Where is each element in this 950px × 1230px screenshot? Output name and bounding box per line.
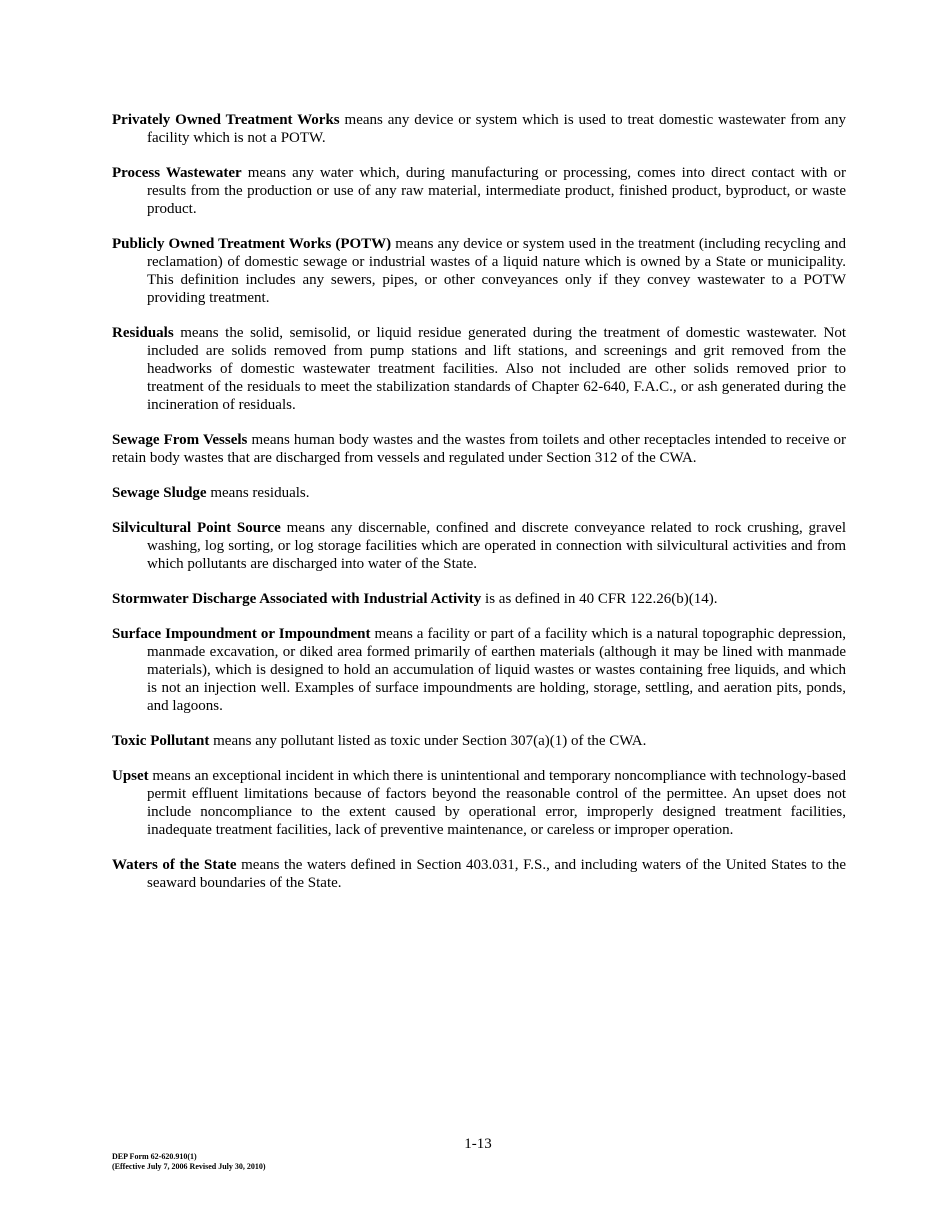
definition-text: means a facility or part of a facility which is a natural topographic depression, manmade excavation, or diked area formed primarily of earthen materials (although it may be lined with manmade materials), which is designed to hold an accumulation of liquid wastes or wastes containing free liquids, and which is not an injection well. Examples of surface impoundments are holding, storage, settling, and aeration pits, ponds, and lagoons.	[147, 626, 846, 714]
definition-text: means any device or system used in the treatment (including recycling and reclamation) of domestic sewage or industrial wastes of a liquid nature which is owned by a State or municipality. This definition includes any sewers, pipes, or other conveyances only if they convey wastewater to a POTW providing treatment.	[147, 236, 846, 306]
definition-term: Process Wastewater	[112, 165, 242, 181]
definitions-list	[112, 111, 846, 909]
definition-term: Sewage From Vessels	[112, 432, 248, 448]
definition-stormwater-discharge	[112, 590, 846, 608]
definition-term: Silvicultural Point Source	[112, 520, 281, 536]
form-footer	[112, 1152, 266, 1172]
definition-privately-owned-treatment-works	[112, 111, 846, 147]
definition-term: Sewage Sludge	[112, 485, 207, 501]
definition-term: Surface Impoundment or Impoundment	[112, 626, 371, 642]
definition-term: Residuals	[112, 325, 174, 341]
definition-silvicultural-point-source	[112, 519, 846, 573]
definition-text: means any discernable, confined and discrete conveyance related to rock crushing, gravel washing, log sorting, or log storage facilities which are operated in connection with silvicultural activities and from which pollutants are discharged into water of the State.	[147, 520, 846, 572]
definition-potw	[112, 235, 846, 307]
definition-text: means the waters defined in Section 403.031, F.S., and including waters of the United States to the seaward boundaries of the State.	[147, 857, 846, 891]
definition-sewage-from-vessels	[112, 431, 846, 467]
definition-upset	[112, 767, 846, 839]
definition-text: means the solid, semisolid, or liquid residue generated during the treatment of domestic wastewater. Not included are solids removed from pump stations and lift stations, and screenings and grit removed from the headworks of domestic wastewater treatment facilities. Also not included are other solids removed prior to treatment of the residuals to meet the stabilization standards of Chapter 62-640, F.A.C., or ash generated during the incineration of residuals.	[147, 325, 846, 413]
definition-text: is as defined in 40 CFR 122.26(b)(14).	[481, 591, 718, 607]
definition-process-wastewater	[112, 164, 846, 218]
form-number: DEP Form 62-620.910(1)	[112, 1152, 197, 1161]
definition-residuals	[112, 324, 846, 414]
definition-waters-of-the-state	[112, 856, 846, 892]
form-effective-date: (Effective July 7, 2006 Revised July 30, 2010)	[112, 1162, 266, 1171]
definition-surface-impoundment	[112, 625, 846, 715]
definition-text: means human body wastes and the wastes from toilets and other receptacles intended to receive or retain body wastes that are discharged from vessels and regulated under Section 312 of the CWA.	[112, 432, 846, 466]
definition-text: means residuals.	[206, 485, 310, 501]
definition-term: Privately Owned Treatment Works	[112, 112, 340, 128]
definition-text: means any device or system which is used to treat domestic wastewater from any facility which is not a POTW.	[147, 112, 847, 146]
definition-text: means any water which, during manufacturing or processing, comes into direct contact with or results from the production or use of any raw material, intermediate product, finished product, byproduct, or waste product.	[147, 165, 846, 217]
definition-text: means an exceptional incident in which there is unintentional and temporary noncompliance with technology-based permit effluent limitations because of factors beyond the reasonable control of the permittee. An upset does not include noncompliance to the extent caused by operational error, improperly designed treatment facilities, inadequate treatment facilities, lack of preventive maintenance, or careless or improper operation.	[147, 768, 846, 838]
definition-term: Publicly Owned Treatment Works (POTW)	[112, 236, 392, 252]
definition-term: Toxic Pollutant	[112, 733, 210, 749]
definition-term: Upset	[112, 768, 149, 784]
definition-term: Waters of the State	[112, 857, 237, 873]
definition-sewage-sludge	[112, 484, 846, 502]
page-number: 1-13	[464, 1136, 492, 1152]
definition-text: means any pollutant listed as toxic under Section 307(a)(1) of the CWA.	[209, 733, 647, 749]
definition-toxic-pollutant	[112, 732, 846, 750]
definition-term: Stormwater Discharge Associated with Industrial Activity	[112, 591, 482, 607]
